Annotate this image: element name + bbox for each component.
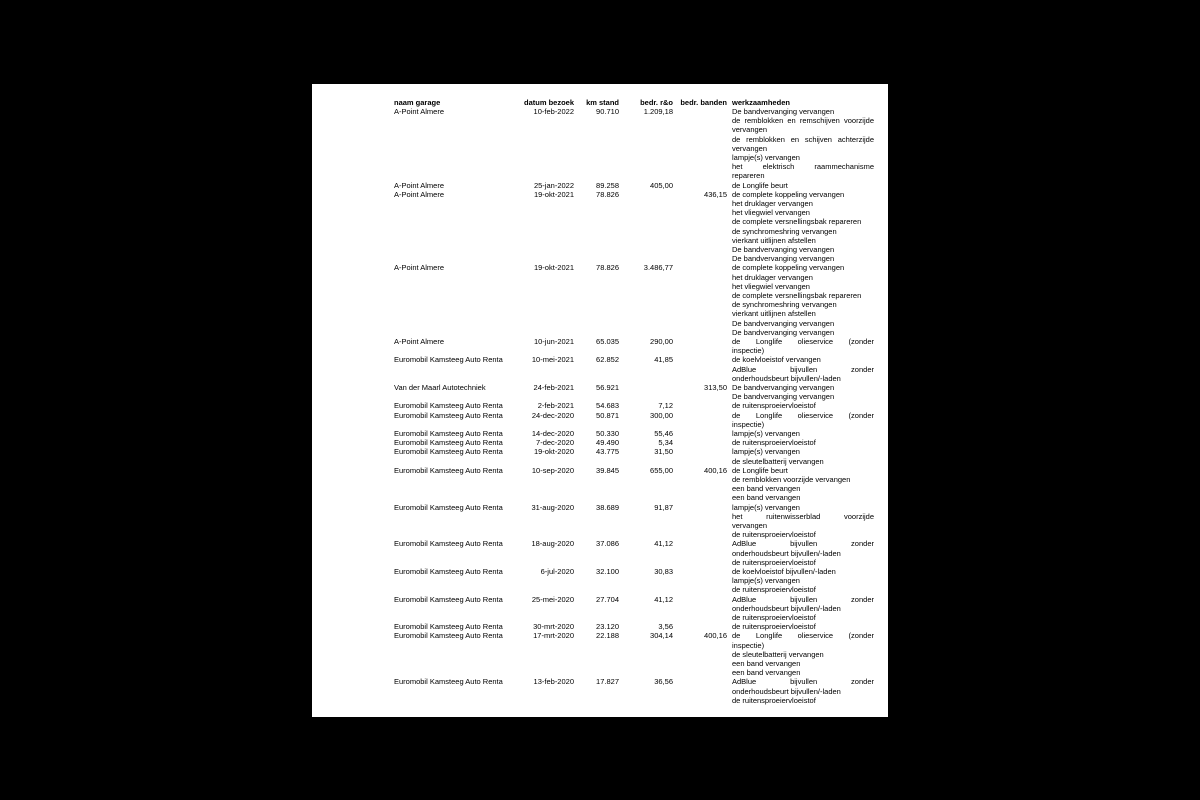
work-line: onderhoudsbeurt bijvullen/-laden [732, 603, 841, 613]
work-description [732, 595, 874, 623]
mileage: 17.827 [596, 677, 619, 687]
work-line: de remblokken en remschijven voorzijde [732, 116, 874, 126]
visit-date: 2-feb-2021 [537, 401, 574, 411]
visit-date: 19-okt-2021 [533, 263, 574, 273]
mileage: 89.258 [596, 180, 619, 190]
work-line: vierkant uitlijnen afstellen [732, 309, 816, 319]
amount-tires: 436,15 [704, 189, 727, 199]
header-bedr-banden: bedr. banden [680, 98, 727, 107]
work-description [732, 355, 874, 383]
work-description [732, 447, 874, 465]
garage-name: Euromobil Kamsteeg Auto Renta [394, 410, 503, 420]
mileage: 56.921 [596, 383, 619, 392]
work-line: lampje(s) vervangen [732, 447, 800, 457]
mileage: 38.689 [596, 502, 619, 512]
work-line: vervangen [732, 521, 768, 530]
garage-name: Euromobil Kamsteeg Auto Renta [394, 447, 503, 457]
work-line: AdBlue bijvullen zonder [732, 539, 874, 549]
amount-ro: 55,46 [654, 429, 673, 438]
mileage: 50.871 [596, 410, 619, 420]
work-line: De bandvervanging vervangen [732, 318, 835, 328]
amount-ro: 304,14 [650, 631, 673, 641]
amount-ro: 1.209,18 [643, 107, 673, 116]
work-line: inspectie) [732, 640, 765, 650]
work-line: de ruitensproeiervloeistof [732, 613, 816, 622]
work-line: de Longlife beurt [732, 180, 788, 190]
document-page [312, 84, 888, 717]
work-description [732, 263, 874, 337]
garage-name: Euromobil Kamsteeg Auto Renta [394, 567, 503, 576]
visit-date: 25-jan-2022 [533, 180, 574, 190]
garage-name: Euromobil Kamsteeg Auto Renta [394, 401, 503, 411]
mileage: 78.826 [596, 189, 619, 199]
mileage: 23.120 [596, 622, 619, 632]
header-werkzaamheden: werkzaamheden [732, 98, 790, 107]
work-line: lampje(s) vervangen [732, 502, 800, 512]
work-line: de synchromeshring vervangen [732, 300, 837, 310]
amount-ro: 7,12 [658, 401, 673, 411]
work-line: de complete koppeling vervangen [732, 263, 845, 273]
visit-date: 14-dec-2020 [531, 429, 574, 438]
visit-date: 7-dec-2020 [536, 438, 574, 448]
amount-ro: 41,12 [654, 539, 673, 549]
work-description [732, 438, 874, 447]
work-line: AdBlue bijvullen zonder [732, 677, 874, 687]
work-line: vervangen [732, 125, 768, 135]
work-line: onderhoudsbeurt bijvullen/-laden [732, 373, 841, 383]
header-naam-garage: naam garage [394, 98, 441, 107]
work-line: De bandvervanging vervangen [732, 383, 835, 392]
mileage: 27.704 [596, 594, 619, 604]
amount-ro: 290,00 [650, 337, 673, 346]
garage-name: Euromobil Kamsteeg Auto Renta [394, 539, 503, 549]
visit-date: 24-dec-2020 [531, 410, 574, 420]
work-description [732, 411, 874, 429]
garage-name: Van der Maarl Autotechniek [394, 383, 486, 392]
garage-name: A-Point Almere [394, 337, 445, 346]
mileage: 37.086 [596, 539, 619, 549]
mileage: 22.188 [596, 631, 619, 641]
garage-name: Euromobil Kamsteeg Auto Renta [394, 355, 503, 365]
work-line: de ruitensproeiervloeistof [732, 585, 816, 595]
garage-name: A-Point Almere [394, 107, 445, 116]
work-line: lampje(s) vervangen [732, 576, 800, 586]
mileage: 49.490 [596, 438, 619, 448]
work-description [732, 401, 874, 410]
visit-date: 24-feb-2021 [533, 383, 574, 392]
mileage: 62.852 [596, 355, 619, 365]
garage-name: A-Point Almere [394, 189, 445, 199]
work-line: de ruitensproeiervloeistof [732, 622, 816, 632]
work-line: de Longlife beurt [732, 465, 788, 475]
work-description [732, 337, 874, 355]
work-line: De bandvervanging vervangen [732, 392, 835, 402]
mileage: 50.330 [596, 429, 619, 438]
mileage: 65.035 [596, 337, 619, 346]
work-line: een band vervangen [732, 484, 801, 494]
work-line: lampje(s) vervangen [732, 429, 800, 438]
visit-date: 10-sep-2020 [531, 465, 574, 475]
work-line: de synchromeshring vervangen [732, 226, 837, 236]
amount-ro: 91,87 [654, 502, 673, 512]
work-line: de complete versnellingsbak repareren [732, 217, 862, 227]
work-line: inspectie) [732, 419, 765, 429]
amount-tires: 400,16 [704, 631, 727, 641]
amount-ro: 3.486,77 [643, 263, 673, 273]
garage-name: Euromobil Kamsteeg Auto Renta [394, 438, 503, 448]
header-km-stand: km stand [586, 98, 619, 107]
amount-tires: 400,16 [704, 465, 727, 475]
visit-date: 18-aug-2020 [531, 539, 574, 549]
work-line: de ruitensproeiervloeistof [732, 557, 816, 567]
visit-date: 17-mrt-2020 [533, 631, 574, 641]
mileage: 43.775 [596, 447, 619, 457]
work-line: de remblokken voorzijde vervangen [732, 475, 851, 484]
work-line: de koelvloeistof vervangen [732, 355, 821, 365]
work-line: de sleutelbatterij vervangen [732, 649, 824, 659]
mileage: 54.683 [596, 401, 619, 411]
work-line: een band vervangen [732, 659, 801, 668]
work-description [732, 107, 874, 181]
work-line: de ruitensproeiervloeistof [732, 695, 816, 705]
work-line: de Longlife olieservice (zonder [732, 410, 874, 420]
work-line: de remblokken en schijven achterzijde [732, 134, 874, 144]
work-line: de complete versnellingsbak repareren [732, 291, 862, 300]
mileage: 39.845 [596, 465, 619, 475]
visit-date: 13-feb-2020 [533, 677, 574, 687]
work-line: een band vervangen [732, 493, 801, 503]
amount-ro: 30,83 [654, 567, 673, 576]
visit-date: 30-mrt-2020 [533, 622, 574, 632]
garage-name: Euromobil Kamsteeg Auto Renta [394, 631, 503, 641]
mileage: 78.826 [596, 263, 619, 273]
garage-name: A-Point Almere [394, 263, 445, 273]
amount-ro: 5,34 [658, 438, 673, 448]
amount-tires: 313,50 [704, 383, 727, 392]
visit-date: 25-mei-2020 [531, 594, 574, 604]
mileage: 90.710 [596, 107, 619, 116]
work-line: een band vervangen [732, 668, 801, 678]
work-line: het ruitenwisserblad voorzijde [732, 511, 874, 521]
garage-name: Euromobil Kamsteeg Auto Renta [394, 622, 503, 632]
garage-name: Euromobil Kamsteeg Auto Renta [394, 594, 503, 604]
header-datum-bezoek: datum bezoek [523, 98, 574, 107]
work-line: inspectie) [732, 346, 765, 356]
work-line: de Longlife olieservice (zonder [732, 631, 874, 641]
work-line: het druklager vervangen [732, 272, 813, 282]
work-line: het druklager vervangen [732, 199, 813, 208]
work-description [732, 429, 874, 438]
visit-date: 10-jun-2021 [533, 337, 574, 346]
amount-ro: 31,50 [654, 447, 673, 457]
work-line: onderhoudsbeurt bijvullen/-laden [732, 686, 841, 696]
work-description [732, 190, 874, 264]
work-line: het vliegwiel vervangen [732, 208, 810, 218]
work-line: de complete koppeling vervangen [732, 189, 845, 199]
garage-name: Euromobil Kamsteeg Auto Renta [394, 429, 503, 438]
visit-date: 10-feb-2022 [533, 107, 574, 116]
work-line: de ruitensproeiervloeistof [732, 401, 816, 411]
work-line: De bandvervanging vervangen [732, 245, 835, 255]
work-line: het elektrisch raammechanisme [732, 162, 874, 172]
amount-ro: 41,85 [654, 355, 673, 365]
work-description [732, 181, 874, 190]
visit-date: 31-aug-2020 [531, 502, 574, 512]
work-description [732, 622, 874, 631]
garage-name: Euromobil Kamsteeg Auto Renta [394, 677, 503, 687]
work-line: de ruitensproeiervloeistof [732, 438, 816, 448]
work-description [732, 383, 874, 401]
garage-name: A-Point Almere [394, 180, 445, 190]
work-line: de ruitensproeiervloeistof [732, 530, 816, 540]
work-line: de koelvloeistof bijvullen/-laden [732, 567, 836, 576]
amount-ro: 36,56 [654, 677, 673, 687]
visit-date: 19-okt-2020 [533, 447, 574, 457]
amount-ro: 655,00 [650, 465, 673, 475]
work-description [732, 677, 874, 705]
work-line: de sleutelbatterij vervangen [732, 456, 824, 466]
work-description [732, 503, 874, 540]
garage-name: Euromobil Kamsteeg Auto Renta [394, 465, 503, 475]
work-line: vervangen [732, 143, 768, 153]
garage-name: Euromobil Kamsteeg Auto Renta [394, 502, 503, 512]
work-line: vierkant uitlijnen afstellen [732, 235, 816, 245]
visit-date: 6-jul-2020 [540, 567, 574, 576]
work-description [732, 567, 874, 595]
work-line: De bandvervanging vervangen [732, 327, 835, 337]
work-line: onderhoudsbeurt bijvullen/-laden [732, 548, 841, 558]
work-line: De bandvervanging vervangen [732, 254, 835, 264]
work-description [732, 539, 874, 567]
work-line: het vliegwiel vervangen [732, 281, 810, 291]
amount-ro: 300,00 [650, 410, 673, 420]
work-line: AdBlue bijvullen zonder [732, 594, 874, 604]
work-line: AdBlue bijvullen zonder [732, 364, 874, 374]
visit-date: 10-mei-2021 [531, 355, 574, 365]
work-line: De bandvervanging vervangen [732, 107, 835, 116]
amount-ro: 405,00 [650, 180, 673, 190]
mileage: 32.100 [596, 567, 619, 576]
header-bedr-ro: bedr. r&o [640, 98, 673, 107]
work-description [732, 466, 874, 503]
work-description [732, 631, 874, 677]
amount-ro: 41,12 [654, 594, 673, 604]
work-line: lampje(s) vervangen [732, 153, 800, 163]
visit-date: 19-okt-2021 [533, 189, 574, 199]
work-line: de Longlife olieservice (zonder [732, 337, 874, 346]
work-line: repareren [732, 171, 765, 181]
amount-ro: 3,56 [658, 622, 673, 632]
